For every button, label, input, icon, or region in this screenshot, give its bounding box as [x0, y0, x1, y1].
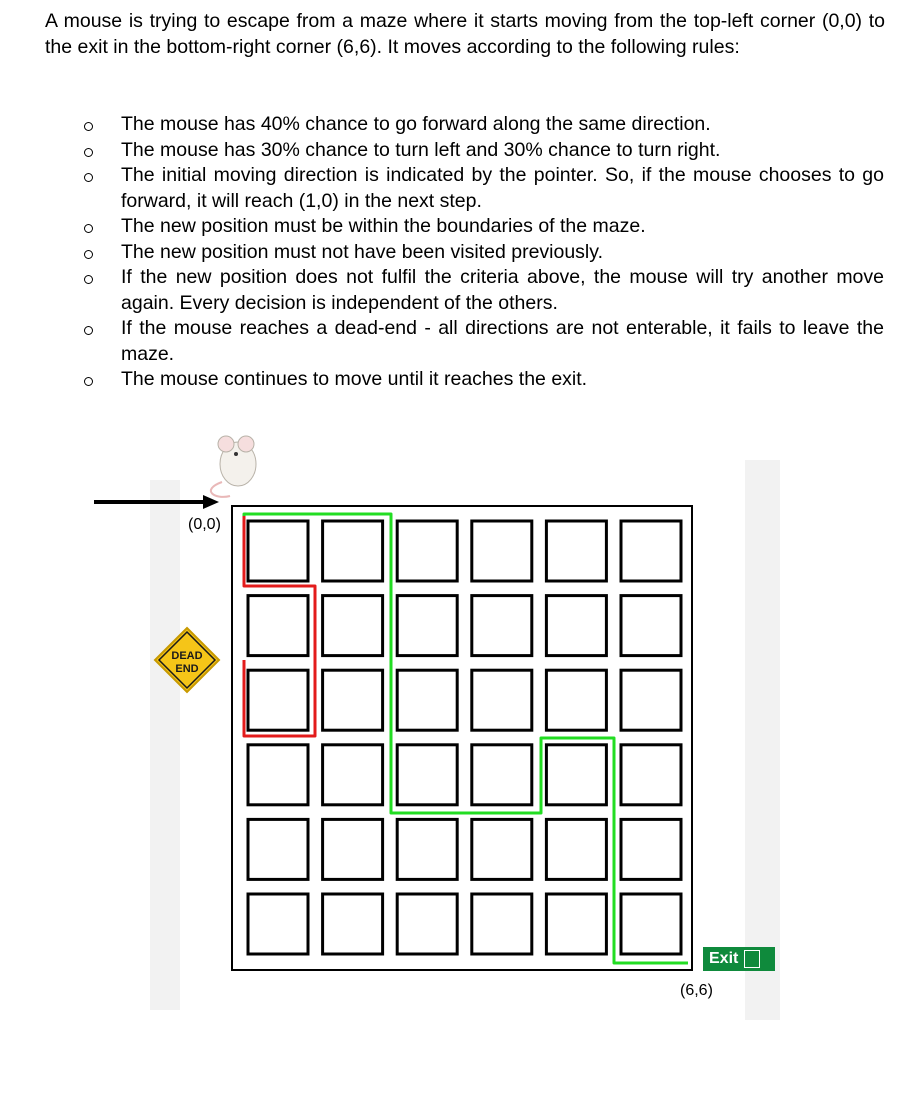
maze-figure [0, 420, 910, 1040]
maze-cell [621, 819, 681, 879]
maze-cell [621, 521, 681, 581]
maze-cell [248, 894, 308, 954]
bullet-icon [84, 122, 93, 131]
maze-cell [472, 596, 532, 656]
maze-cell [248, 745, 308, 805]
bullet-icon [84, 173, 93, 182]
bullet-icon [84, 275, 93, 284]
maze-cell [248, 596, 308, 656]
running-person-icon [744, 950, 760, 968]
bullet-icon [84, 377, 93, 386]
rule-item: If the new position does not fulfil the criteria above, the mouse will try another move again. Every decision is independent of the others. [78, 265, 884, 316]
maze-cell [621, 670, 681, 730]
dead-end-text-line1: DEAD [171, 650, 203, 662]
bullet-icon [84, 326, 93, 335]
maze-cell [323, 894, 383, 954]
rule-item: The new position must be within the boundaries of the maze. [78, 214, 884, 240]
maze-cell [323, 670, 383, 730]
maze-cell [546, 745, 606, 805]
maze-cell [397, 596, 457, 656]
maze-cell [546, 670, 606, 730]
maze-cell [397, 894, 457, 954]
maze-cell [472, 521, 532, 581]
maze-cell [546, 894, 606, 954]
maze-cell [397, 670, 457, 730]
maze-cell [397, 819, 457, 879]
maze-cell [397, 521, 457, 581]
maze-cell [248, 670, 308, 730]
maze-cell [397, 745, 457, 805]
maze-cell [323, 596, 383, 656]
maze-cell [472, 670, 532, 730]
bullet-icon [84, 224, 93, 233]
maze-cell [323, 521, 383, 581]
maze-cell [248, 819, 308, 879]
mouse-icon [211, 436, 256, 497]
exit-label: Exit [709, 950, 739, 967]
maze-cell [472, 745, 532, 805]
bullet-icon [84, 250, 93, 259]
exit-sign [703, 947, 775, 971]
rule-item: The mouse has 30% chance to turn left and 30% chance to turn right. [78, 138, 884, 164]
start-coordinate-label: (0,0) [188, 516, 221, 533]
maze-cell [248, 521, 308, 581]
maze-cell [621, 745, 681, 805]
maze-cell [546, 521, 606, 581]
intro-paragraph: A mouse is trying to escape from a maze where it starts moving from the top-left corner (0,0) to the exit in the bottom-right corner (6,6). It moves according to the following rules: [45, 10, 885, 58]
rule-item: The initial moving direction is indicated by the pointer. So, if the mouse chooses to go forward, it will reach (1,0) in the next step. [78, 163, 884, 214]
rules-list [78, 112, 884, 393]
rule-item: The mouse has 40% chance to go forward along the same direction. [78, 112, 884, 138]
rule-item: The new position must not have been visited previously. [78, 240, 884, 266]
bullet-icon [84, 148, 93, 157]
maze-cell [621, 894, 681, 954]
rule-item: If the mouse reaches a dead-end - all directions are not enterable, it fails to leave the maze. [78, 316, 884, 367]
dead-end-text-line2: END [175, 663, 199, 675]
maze-cell [546, 596, 606, 656]
maze-cell [323, 745, 383, 805]
end-coordinate-label: (6,6) [680, 982, 713, 999]
maze-cell [621, 596, 681, 656]
maze-cell [546, 819, 606, 879]
maze-cell [323, 819, 383, 879]
rule-item: The mouse continues to move until it reaches the exit. [78, 367, 884, 393]
maze-cell [472, 819, 532, 879]
maze-cell [472, 894, 532, 954]
